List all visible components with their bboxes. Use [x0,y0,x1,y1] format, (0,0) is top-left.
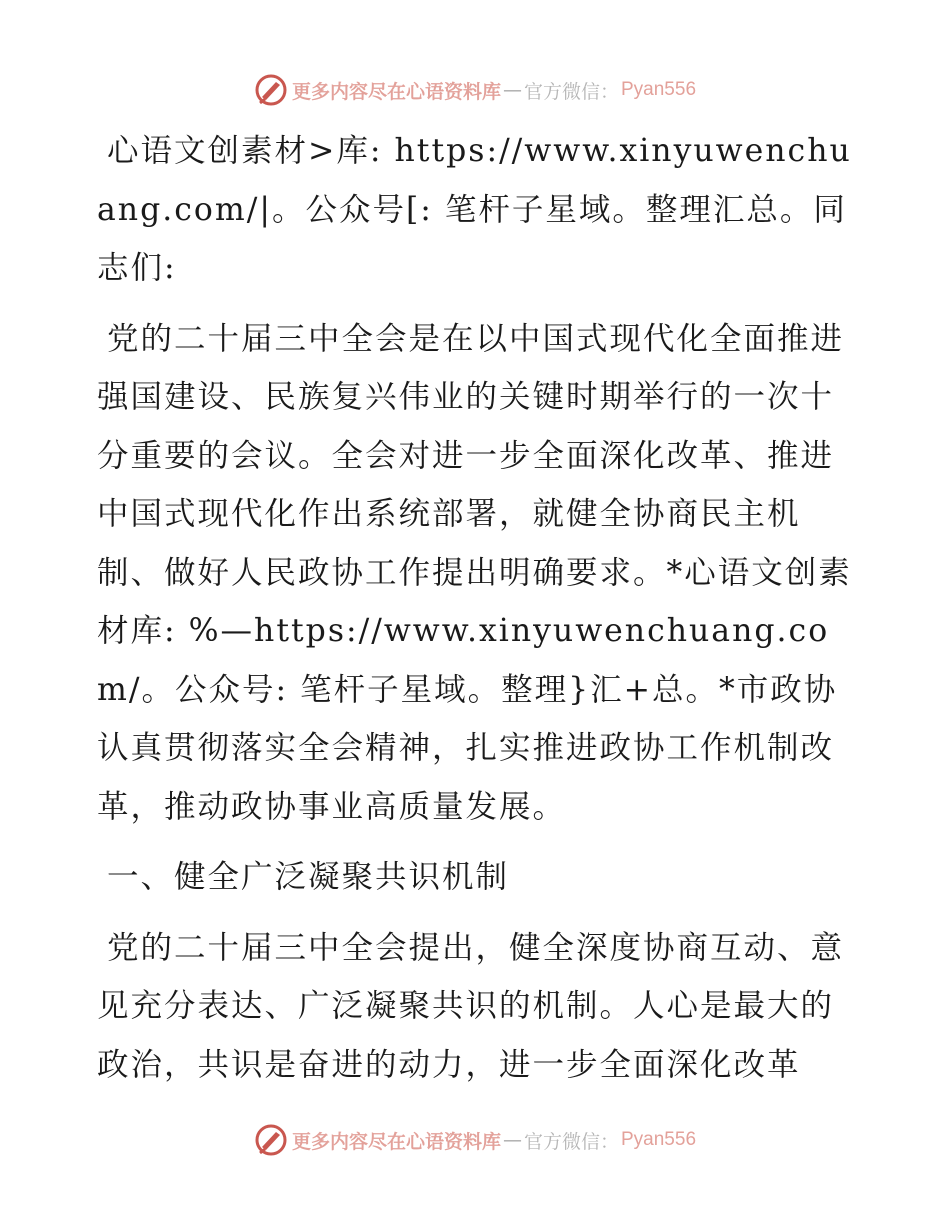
watermark-sub: 官方微信： [523,1130,619,1153]
watermark-separator: — [502,79,522,101]
watermark-text: 更多内容尽在心语资料库 [291,80,501,103]
paragraph-section: 党的二十届三中全会提出，健全深度协商互动、意见充分表达、广泛凝聚共识的机制。人心是最大的政治，共识是奋进的动力，进一步全面深化改革 [97,929,845,1083]
watermark-text: 更多内容尽在心语资料库 [291,1130,501,1153]
footer-watermark [0,1118,950,1162]
logo-icon [254,1123,288,1157]
document-body [97,122,857,1106]
paragraph-main: 党的二十届三中全会是在以中国式现代化全面推进强国建设、民族复兴伟业的关键时期举行的一次十分重要的会议。全会对进一步全面深化改革、推进中国式现代化作出系统部署，就健全协商民主机制、做好人民政协工作提出明确要求。*心语文创素材库: %—https://www.xinyuwenchuang.com/。公众号: 笔杆子星域。整理}汇+总。*市政协认真贯彻落实全会精神，扎实推进政协工作机制改革，推动政协事业高质量发展。 [97,320,852,825]
section-heading: 一、健全广泛凝聚共识机制 [107,859,510,895]
paragraph-intro: 心语文创素材>库: https://www.xinyuwenchuang.com/|。公众号[: 笔杆子星域。整理汇总。同志们: [97,133,852,286]
watermark-sub: 官方微信： [523,80,619,103]
logo-icon [254,73,288,107]
watermark-id: Pyan556 [621,79,697,100]
watermark-id: Pyan556 [621,1129,697,1150]
header-watermark [0,68,950,112]
watermark-separator: — [502,1129,522,1151]
